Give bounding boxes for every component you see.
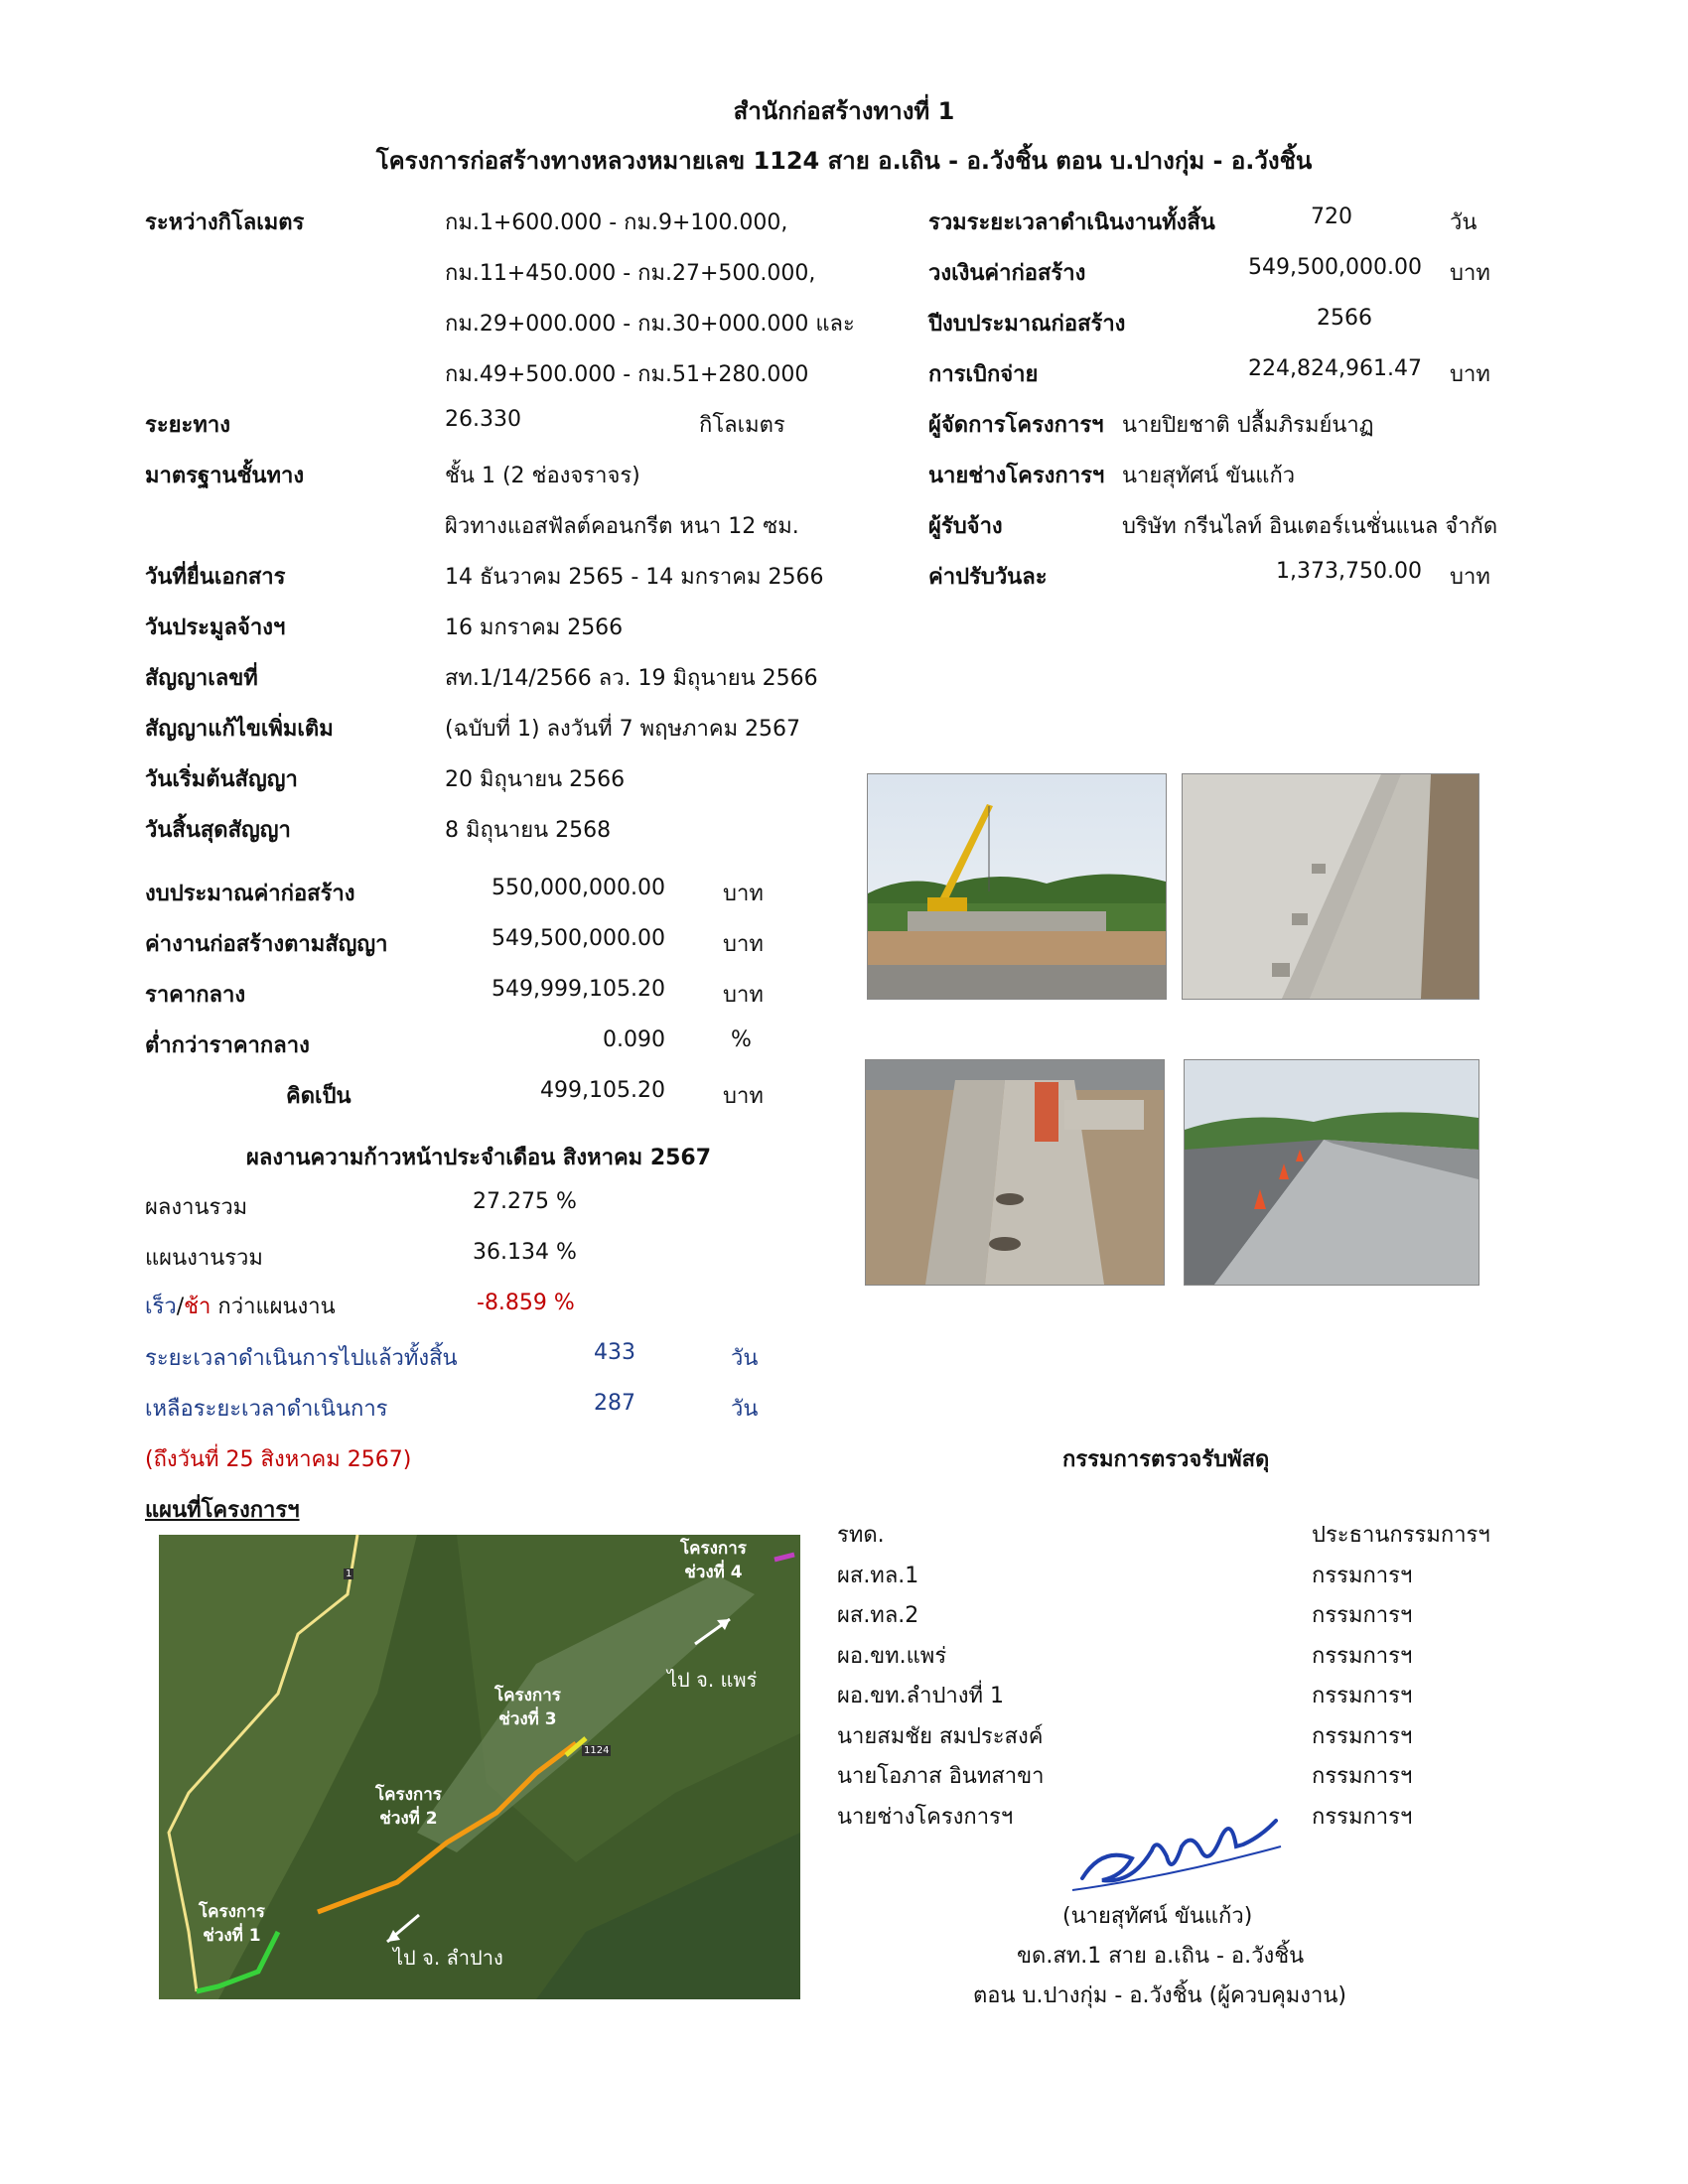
member-role: กรรมการฯ: [1312, 1603, 1413, 1628]
cost-label: ค่างานก่อสร้างตามสัญญา: [145, 932, 388, 957]
start-label: วันเริ่มต้นสัญญา: [145, 767, 298, 792]
duration-unit: วัน: [1450, 210, 1477, 235]
budget-label: วงเงินค่าก่อสร้าง: [928, 261, 1086, 286]
contract-value: สท.1/14/2566 ลว. 19 มิถุนายน 2566: [445, 666, 818, 691]
contract-label: สัญญาเลขที่: [145, 666, 258, 691]
office-title: สำนักก่อสร้างทางที่ 1: [733, 97, 955, 125]
km-line: กม.49+500.000 - กม.51+280.000: [445, 362, 809, 387]
signer-position: ขด.สท.1 สาย อ.เถิน - อ.วังชิ้น: [1017, 1944, 1305, 1969]
total-value: 27.275 %: [473, 1189, 577, 1214]
start-value: 20 มิถุนายน 2566: [445, 767, 626, 792]
submit-value: 14 ธันวาคม 2565 - 14 มกราคม 2566: [445, 565, 824, 590]
remain-unit: วัน: [731, 1397, 759, 1422]
member-name: นายช่างโครงการฯ: [837, 1805, 1014, 1830]
member-role: กรรมการฯ: [1312, 1684, 1413, 1708]
project-title: โครงการก่อสร้างทางหลวงหมายเลข 1124 สาย อ.เถิน - อ.วังชิ้น ตอน บ.ปางกุ่ม - อ.วังชิ้น: [375, 147, 1313, 175]
amend-value: (ฉบับที่ 1) ลงวันที่ 7 พฤษภาคม 2567: [445, 717, 801, 742]
elapsed-label: ระยะเวลาดำเนินการไปแล้วทั้งสิ้น: [145, 1346, 458, 1371]
km-line: กม.1+600.000 - กม.9+100.000,: [445, 210, 788, 235]
plan-value: 36.134 %: [473, 1240, 577, 1265]
contractor-value: บริษัท กรีนไลท์ อินเตอร์เนชั่นแนล จำกัด: [1122, 514, 1498, 539]
auction-value: 16 มกราคม 2566: [445, 615, 624, 640]
map-heading: แผนที่โครงการฯ: [145, 1498, 300, 1523]
signer-position: ตอน บ.ปางกุ่ม - อ.วังชิ้น (ผู้ควบคุมงาน): [973, 1983, 1347, 2008]
cost-value: 499,105.20: [540, 1078, 665, 1103]
slow-text: ช้า: [184, 1295, 211, 1319]
member-role: กรรมการฯ: [1312, 1805, 1413, 1830]
contractor-label: ผู้รับจ้าง: [928, 514, 1003, 539]
fine-label: ค่าปรับวันละ: [928, 565, 1048, 590]
km-label: ระหว่างกิโลเมตร: [145, 210, 305, 235]
duration-label: รวมระยะเวลาดำเนินงานทั้งสิ้น: [928, 210, 1215, 235]
km-line: กม.29+000.000 - กม.30+000.000 และ: [445, 312, 855, 337]
total-label: ผลงานรวม: [145, 1195, 248, 1220]
member-role: ประธานกรรมการฯ: [1312, 1523, 1490, 1548]
cost-value: 0.090: [603, 1027, 665, 1052]
plan-label: แผนงานรวม: [145, 1246, 263, 1271]
distance-value: 26.330: [445, 407, 521, 432]
cost-label: คิดเป็น: [286, 1084, 352, 1109]
disburse-label: การเบิกจ่าย: [928, 362, 1039, 387]
km-line: กม.11+450.000 - กม.27+500.000,: [445, 261, 816, 286]
surface-value: ผิวทางแอสฟัลต์คอนกรีต หนา 12 ซม.: [445, 514, 799, 539]
elapsed-value: 433: [594, 1340, 635, 1365]
cost-unit: %: [731, 1027, 752, 1052]
asof-text: (ถึงวันที่ 25 สิงหาคม 2567): [145, 1447, 412, 1472]
standard-value: ชั้น 1 (2 ช่องจราจร): [445, 464, 640, 488]
map-label-to-phrae: ไป จ. แพร่: [667, 1668, 758, 1692]
amend-label: สัญญาแก้ไขเพิ่มเติม: [145, 717, 334, 742]
committee-title: กรรมการตรวจรับพัสดุ: [1062, 1447, 1270, 1472]
cost-value: 549,999,105.20: [492, 977, 665, 1002]
duration-value: 720: [1311, 205, 1352, 229]
auction-label: วันประมูลจ้างฯ: [145, 615, 286, 640]
diff-value: -8.859 %: [477, 1291, 575, 1315]
cost-label: งบประมาณค่าก่อสร้าง: [145, 882, 355, 906]
distance-label: ระยะทาง: [145, 413, 230, 438]
member-role: กรรมการฯ: [1312, 1644, 1413, 1669]
map-label-to-lampang: ไป จ. ลำปาง: [393, 1946, 503, 1970]
signer-name: (นายสุทัศน์ ขันแก้ว): [1062, 1904, 1253, 1929]
member-name: ผอ.ขท.แพร่: [837, 1644, 947, 1669]
member-name: นายโอภาส อินทสาขา: [837, 1764, 1045, 1789]
end-value: 8 มิถุนายน 2568: [445, 818, 612, 843]
map-label-seg1: โครงการ ช่วงที่ 1: [199, 1902, 265, 1946]
manager-value: นายปิยชาติ ปลื้มภิรมย์นาฏ: [1122, 413, 1374, 438]
year-label: ปีงบประมาณก่อสร้าง: [928, 312, 1126, 337]
cost-unit: บาท: [723, 1084, 764, 1109]
cost-value: 549,500,000.00: [492, 926, 665, 951]
photo-drainage-slabs: [865, 1059, 1165, 1286]
cost-label: ราคากลาง: [145, 983, 246, 1008]
map-label-seg3: โครงการ ช่วงที่ 3: [494, 1686, 561, 1729]
map-label-seg2: โครงการ ช่วงที่ 2: [375, 1785, 442, 1829]
progress-title: ผลงานความก้าวหน้าประจำเดือน สิงหาคม 2567: [246, 1146, 712, 1170]
fast-text: เร็ว: [145, 1295, 177, 1319]
signature-image: [1062, 1807, 1291, 1902]
budget-value: 549,500,000.00: [1248, 255, 1422, 280]
map-route-shield: 1: [346, 1569, 352, 1579]
elapsed-unit: วัน: [731, 1346, 759, 1371]
member-role: กรรมการฯ: [1312, 1724, 1413, 1749]
distance-unit: กิโลเมตร: [699, 413, 785, 438]
cost-unit: บาท: [723, 882, 764, 906]
year-value: 2566: [1317, 306, 1372, 331]
submit-label: วันที่ยื่นเอกสาร: [145, 565, 286, 590]
map-label-seg4: โครงการ ช่วงที่ 4: [680, 1539, 747, 1582]
member-role: กรรมการฯ: [1312, 1764, 1413, 1789]
remain-label: เหลือระยะเวลาดำเนินการ: [145, 1397, 388, 1422]
end-label: วันสิ้นสุดสัญญา: [145, 818, 291, 843]
member-name: ผส.ทล.1: [837, 1564, 919, 1588]
speed-label: [145, 1289, 336, 1323]
engineer-label: นายช่างโครงการฯ: [928, 464, 1105, 488]
slash-text: /: [176, 1295, 185, 1319]
disburse-unit: บาท: [1450, 362, 1490, 387]
budget-unit: บาท: [1450, 261, 1490, 286]
disburse-value: 224,824,961.47: [1248, 356, 1422, 381]
vs-plan-text: กว่าแผนงาน: [211, 1295, 336, 1319]
cost-label: ต่ำกว่าราคากลาง: [145, 1033, 310, 1058]
member-name: ผส.ทล.2: [837, 1603, 919, 1628]
remain-value: 287: [594, 1391, 635, 1416]
member-name: นายสมชัย สมประสงค์: [837, 1724, 1044, 1749]
engineer-value: นายสุทัศน์ ขันแก้ว: [1122, 464, 1296, 488]
member-name: ผอ.ขท.ลำปางที่ 1: [837, 1684, 1005, 1708]
manager-label: ผู้จัดการโครงการฯ: [928, 413, 1104, 438]
fine-value: 1,373,750.00: [1276, 559, 1422, 584]
member-name: รทด.: [837, 1523, 885, 1548]
photo-bridge-crane: [867, 773, 1167, 1000]
map-route-shield: 1124: [584, 1745, 610, 1756]
standard-label: มาตรฐานชั้นทาง: [145, 464, 305, 488]
fine-unit: บาท: [1450, 565, 1490, 590]
photo-curb-gutter: [1182, 773, 1479, 1000]
cost-unit: บาท: [723, 983, 764, 1008]
member-role: กรรมการฯ: [1312, 1564, 1413, 1588]
cost-value: 550,000,000.00: [492, 876, 665, 900]
photo-finished-road: [1184, 1059, 1479, 1286]
project-map: [159, 1535, 800, 1999]
cost-unit: บาท: [723, 932, 764, 957]
